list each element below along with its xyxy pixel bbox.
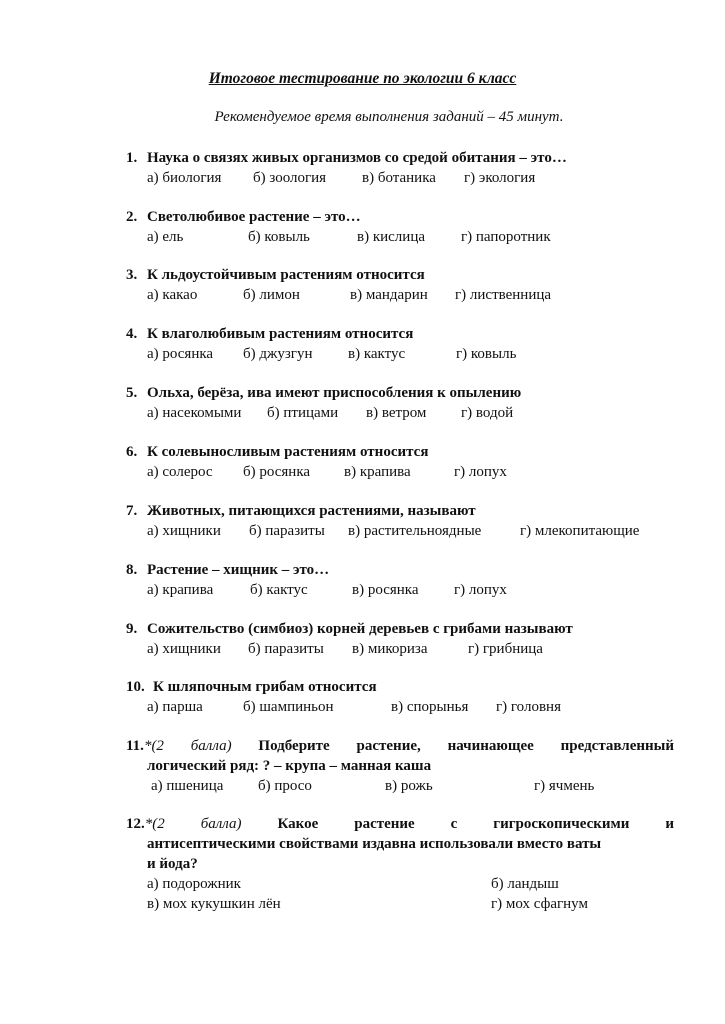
question-5 — [126, 383, 674, 423]
option-d: г) млекопитающие — [520, 523, 640, 539]
question-text: Животных, питающихся растениями, называют — [147, 503, 476, 519]
question-text: Сожительство (симбиоз) корней деревьев с грибами называют — [147, 621, 573, 637]
question-points: *(2 балла) — [143, 738, 232, 754]
option-a: а) крапива — [147, 582, 214, 598]
question-text: Наука о связях живых организмов со средой обитания – это… — [147, 150, 567, 166]
question-number: 10. — [126, 679, 145, 695]
option-d: г) водой — [461, 405, 514, 421]
option-d: г) лиственница — [455, 287, 552, 303]
question-number: 1. — [126, 150, 138, 166]
option-c: в) крапива — [344, 464, 411, 480]
option-a: а) парша — [147, 699, 203, 715]
question-number: 2. — [126, 209, 138, 225]
option-d: г) ячмень — [534, 778, 595, 794]
question-6 — [126, 442, 674, 482]
question-text-line-2: логический ряд: ? – крупа – манная каша — [147, 758, 432, 774]
question-text-line-1: Подберите растение, начинающее представленный — [258, 738, 674, 754]
option-d: г) экология — [464, 170, 536, 186]
question-12 — [126, 814, 674, 914]
question-text: К влаголюбивым растениям относится — [147, 326, 414, 342]
question-text: Ольха, берёза, ива имеют приспособления к опылению — [147, 385, 522, 401]
question-number: 12. — [126, 816, 145, 832]
question-text: К шляпочным грибам относится — [153, 679, 377, 695]
option-c: в) росянка — [352, 582, 419, 598]
option-a: а) пшеница — [151, 778, 224, 794]
option-b: б) паразиты — [248, 641, 324, 657]
option-d: г) ковыль — [456, 346, 517, 362]
option-a: а) хищники — [147, 641, 221, 657]
option-b: б) росянка — [243, 464, 311, 480]
option-d: г) мох сфагнум — [491, 896, 588, 912]
question-number: 8. — [126, 562, 138, 578]
option-a: а) солерос — [147, 464, 213, 480]
question-number: 9. — [126, 621, 138, 637]
option-c: в) ботаника — [362, 170, 436, 186]
option-c: в) мох кукушкин лён — [147, 896, 281, 912]
question-text-line-3: и йода? — [147, 856, 198, 872]
option-b: б) ландыш — [491, 876, 559, 892]
option-b: б) шампиньон — [243, 699, 334, 715]
question-number: 7. — [126, 503, 138, 519]
question-text-line-1: Какое растение с гигроскопическими и — [277, 816, 674, 832]
option-a: а) биология — [147, 170, 222, 186]
option-a: а) хищники — [147, 523, 221, 539]
question-7 — [126, 501, 674, 541]
option-c: в) рожь — [385, 778, 433, 794]
option-b: б) кактус — [250, 582, 308, 598]
option-a: а) подорожник — [147, 876, 241, 892]
option-c: в) мандарин — [350, 287, 428, 303]
option-c: в) микориза — [352, 641, 428, 657]
question-1 — [126, 148, 674, 188]
question-11 — [126, 736, 674, 796]
option-b: б) птицами — [267, 405, 339, 421]
option-d: г) грибница — [468, 641, 543, 657]
option-d: г) лопух — [454, 582, 507, 598]
question-3 — [126, 265, 674, 305]
option-b: б) зоология — [253, 170, 327, 186]
question-9 — [126, 619, 674, 659]
option-d: г) лопух — [454, 464, 507, 480]
question-2 — [126, 207, 674, 247]
question-number: 5. — [126, 385, 138, 401]
option-b: б) лимон — [243, 287, 300, 303]
question-text-line-2: антисептическими свойствами издавна использовали вместо ваты — [147, 836, 602, 852]
option-b: б) ковыль — [248, 229, 310, 245]
option-b: б) просо — [258, 778, 312, 794]
option-d: г) папоротник — [461, 229, 551, 245]
question-text: Светолюбивое растение – это… — [147, 209, 361, 225]
option-c: в) кислица — [357, 229, 425, 245]
option-a: а) насекомыми — [147, 405, 242, 421]
option-c: в) растительноядные — [348, 523, 482, 539]
question-4 — [126, 324, 674, 364]
option-d: г) головня — [496, 699, 561, 715]
question-number: 3. — [126, 267, 138, 283]
option-b: б) паразиты — [249, 523, 325, 539]
page-title: Итоговое тестирование по экологии 6 класс — [208, 70, 517, 87]
question-points: *(2 балла) — [144, 816, 242, 832]
question-number: 4. — [126, 326, 138, 342]
question-text: Растение – хищник – это… — [147, 562, 330, 578]
option-c: в) кактус — [348, 346, 406, 362]
option-a: а) ель — [147, 229, 184, 245]
page-subtitle: Рекомендуемое время выполнения заданий – 45 минут. — [214, 109, 564, 125]
question-number: 6. — [126, 444, 138, 460]
option-c: в) спорынья — [391, 699, 469, 715]
question-text: К льдоустойчивым растениям относится — [147, 267, 425, 283]
question-8 — [126, 560, 674, 600]
option-c: в) ветром — [366, 405, 427, 421]
question-text: К солевыносливым растениям относится — [147, 444, 429, 460]
question-10 — [126, 677, 674, 717]
option-a: а) росянка — [147, 346, 214, 362]
question-number: 11. — [126, 738, 144, 754]
option-b: б) джузгун — [243, 346, 313, 362]
option-a: а) какао — [147, 287, 198, 303]
